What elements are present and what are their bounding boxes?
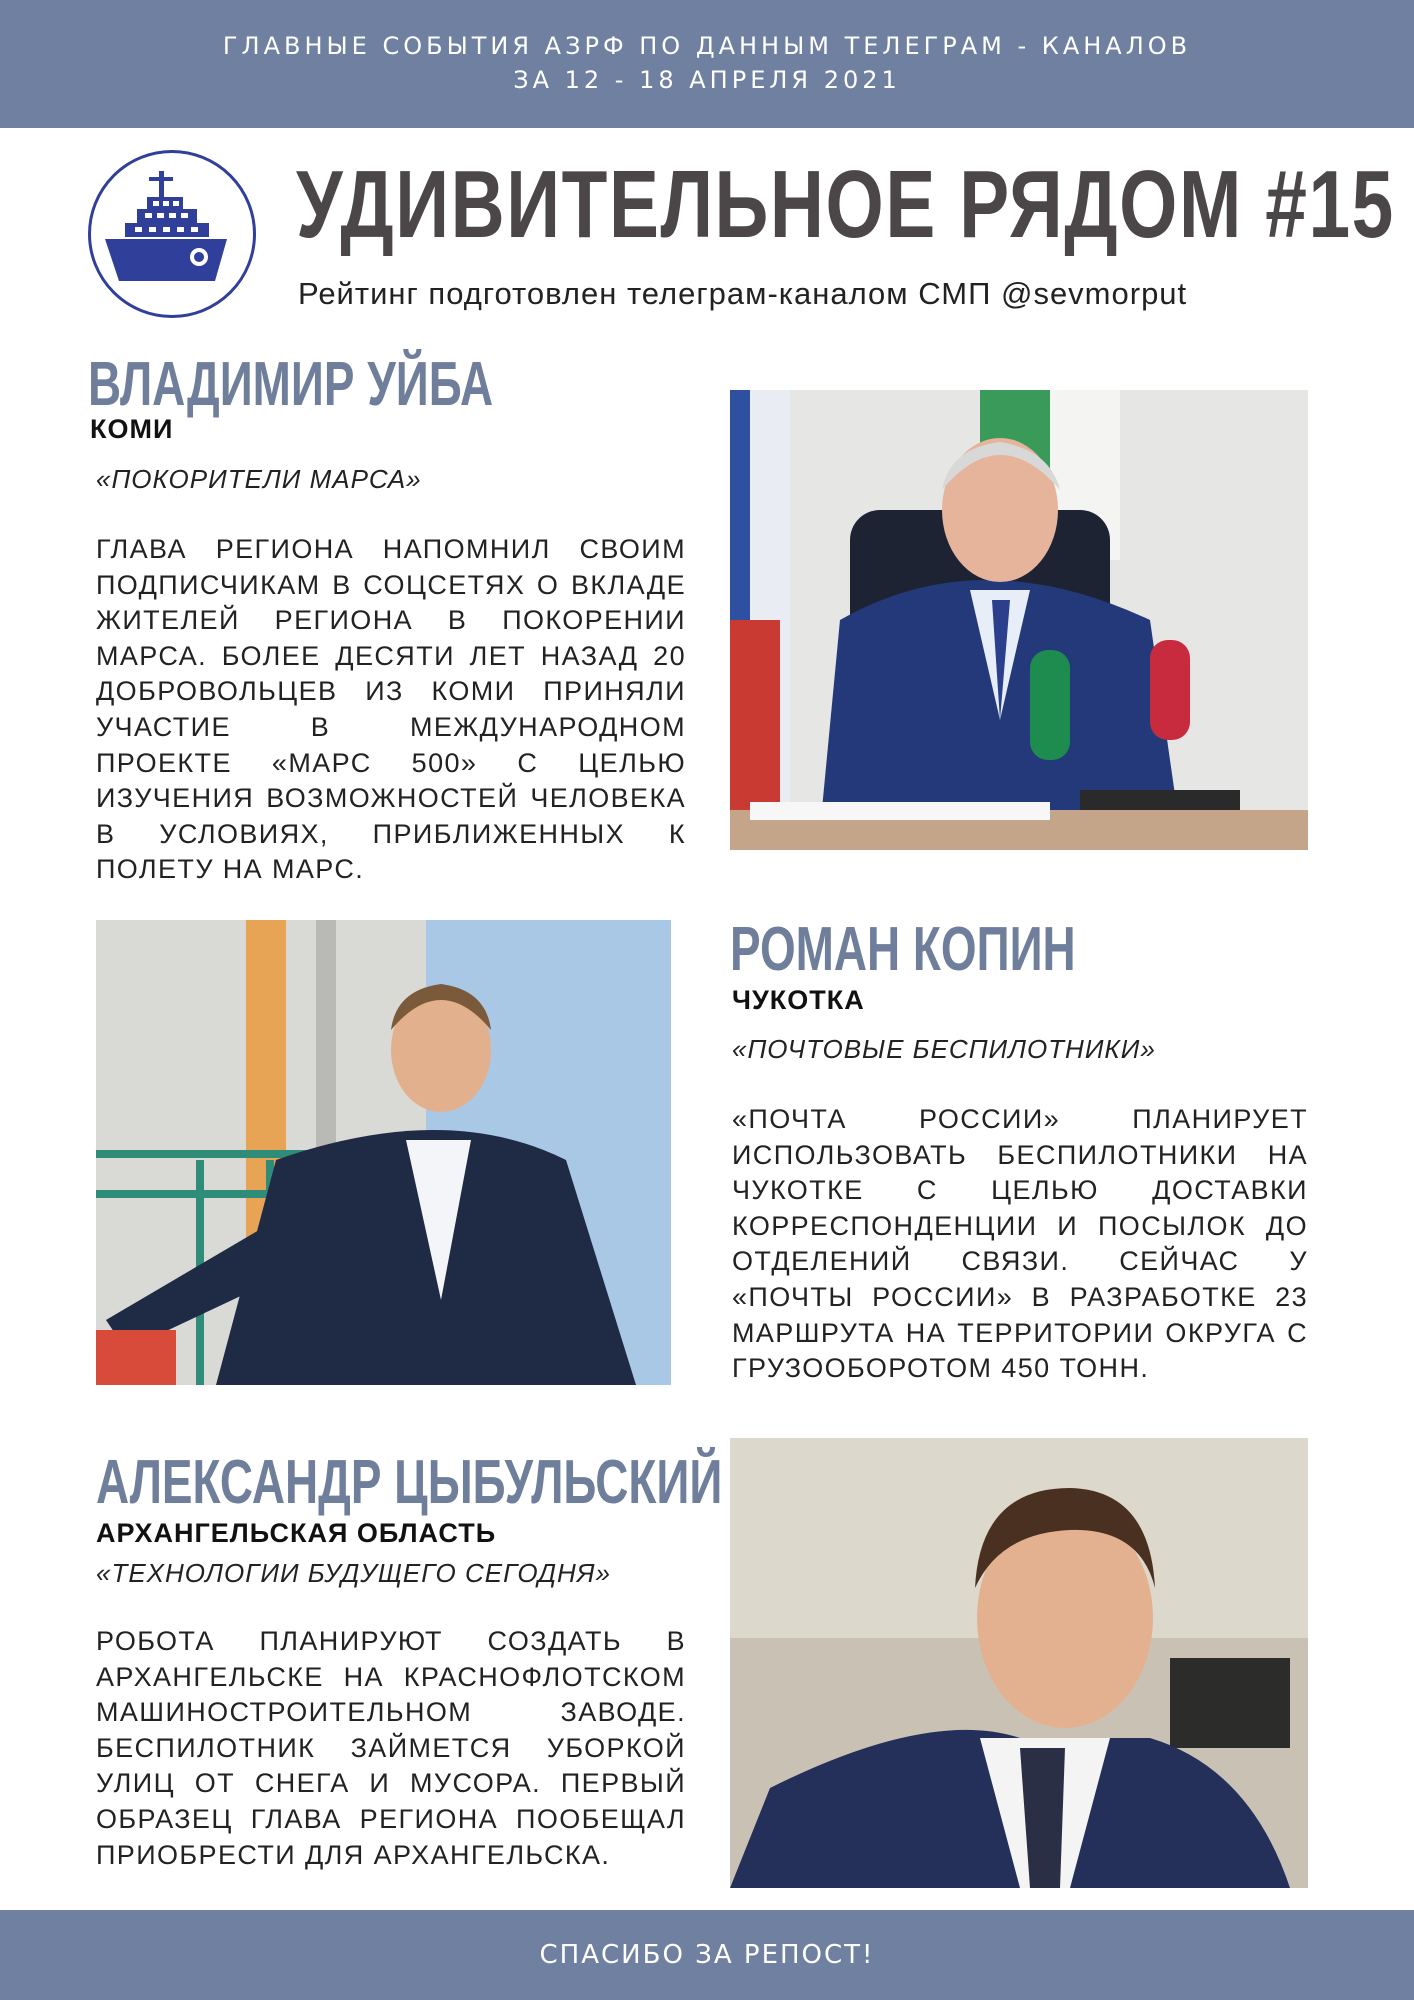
photo-tsybulsky [730, 1438, 1308, 1888]
page-title: УДИВИТЕЛЬНОЕ РЯДОМ #15 [296, 151, 1395, 258]
page-subtitle: Рейтинг подготовлен телеграм-каналом СМП @sevmorput [298, 276, 1188, 311]
person-name: АЛЕКСАНДР ЦЫБУЛЬСКИЙ [96, 1448, 723, 1517]
photo-kopin [96, 920, 671, 1385]
person-text: ГЛАВА РЕГИОНА НАПОМНИЛ СВОИМ ПОДПИСЧИКАМ В СОЦСЕТЯХ О ВКЛАДЕ ЖИТЕЛЕЙ РЕГИОНА В ПОКОРЕНИИ МАРСА. БОЛЕЕ ДЕСЯТИ ЛЕТ НАЗАД 20 ДОБРОВОЛЬЦЕВ ИЗ КОМИ ПРИНЯЛИ УЧАСТИЕ В МЕЖДУНАРОДНОМ ПРОЕКТЕ «МАРС 500» С ЦЕЛЬЮ ИЗУЧЕНИЯ ВОЗМОЖНОСТЕЙ ЧЕЛОВЕКА В УСЛОВИЯХ, ПРИБЛИЖЕННЫХ К ПОЛЕТУ НА МАРС. [96, 534, 686, 885]
icebreaker-logo-icon [88, 150, 256, 318]
footer-bar [0, 1910, 1414, 2000]
header-line-events: ГЛАВНЫЕ СОБЫТИЯ АЗРФ ПО ДАННЫМ ТЕЛЕГРАМ - КАНАЛОВ [222, 32, 1192, 60]
person-name: ВЛАДИМИР УЙБА [88, 350, 494, 419]
footer-thanks: СПАСИБО ЗА РЕПОСТ! [539, 1940, 875, 1970]
person-text: «ПОЧТА РОССИИ» ПЛАНИРУЕТ ИСПОЛЬЗОВАТЬ БЕСПИЛОТНИКИ НА ЧУКОТКЕ С ЦЕЛЬЮ ДОСТАВКИ КОРРЕСПОНДЕНЦИИ И ПОСЫЛОК ДО ОТДЕЛЕНИЙ СВЯЗИ. СЕЙЧАС У «ПОЧТЫ РОССИИ» В РАЗРАБОТКЕ 23 МАРШРУТА НА ТЕРРИТОРИИ ОКРУГА С ГРУЗООБОРОТОМ 450 ТОНН. [732, 1104, 1308, 1384]
header-line-dates: ЗА 12 - 18 АПРЕЛЯ 2021 [513, 66, 901, 94]
header-bar [0, 0, 1414, 128]
person-block-uiba [88, 350, 688, 420]
person-block-kopin [730, 915, 1330, 985]
person-text: РОБОТА ПЛАНИРУЮТ СОЗДАТЬ В АРХАНГЕЛЬСКЕ НА КРАСНОФЛОТСКОМ МАШИНОСТРОИТЕЛЬНОМ ЗАВОДЕ. БЕСПИЛОТНИК ЗАЙМЕТСЯ УБОРКОЙ УЛИЦ ОТ СНЕГА И МУСОРА. ПЕРВЫЙ ОБРАЗЕЦ ГЛАВА РЕГИОНА ПООБЕЩАЛ ПРИОБРЕСТИ ДЛЯ АРХАНГЕЛЬСКА. [96, 1626, 686, 1870]
person-region: АРХАНГЕЛЬСКАЯ ОБЛАСТЬ [96, 1518, 497, 1548]
photo-uiba [730, 390, 1308, 850]
person-name: РОМАН КОПИН [730, 915, 1076, 984]
person-block-tsybulsky [96, 1448, 723, 1518]
person-region: КОМИ [90, 414, 174, 444]
person-region: ЧУКОТКА [732, 985, 865, 1015]
person-quote: «ПОКОРИТЕЛИ МАРСА» [96, 464, 422, 494]
person-quote: «ПОЧТОВЫЕ БЕСПИЛОТНИКИ» [732, 1034, 1156, 1064]
person-quote: «ТЕХНОЛОГИИ БУДУЩЕГО СЕГОДНЯ» [96, 1558, 611, 1588]
